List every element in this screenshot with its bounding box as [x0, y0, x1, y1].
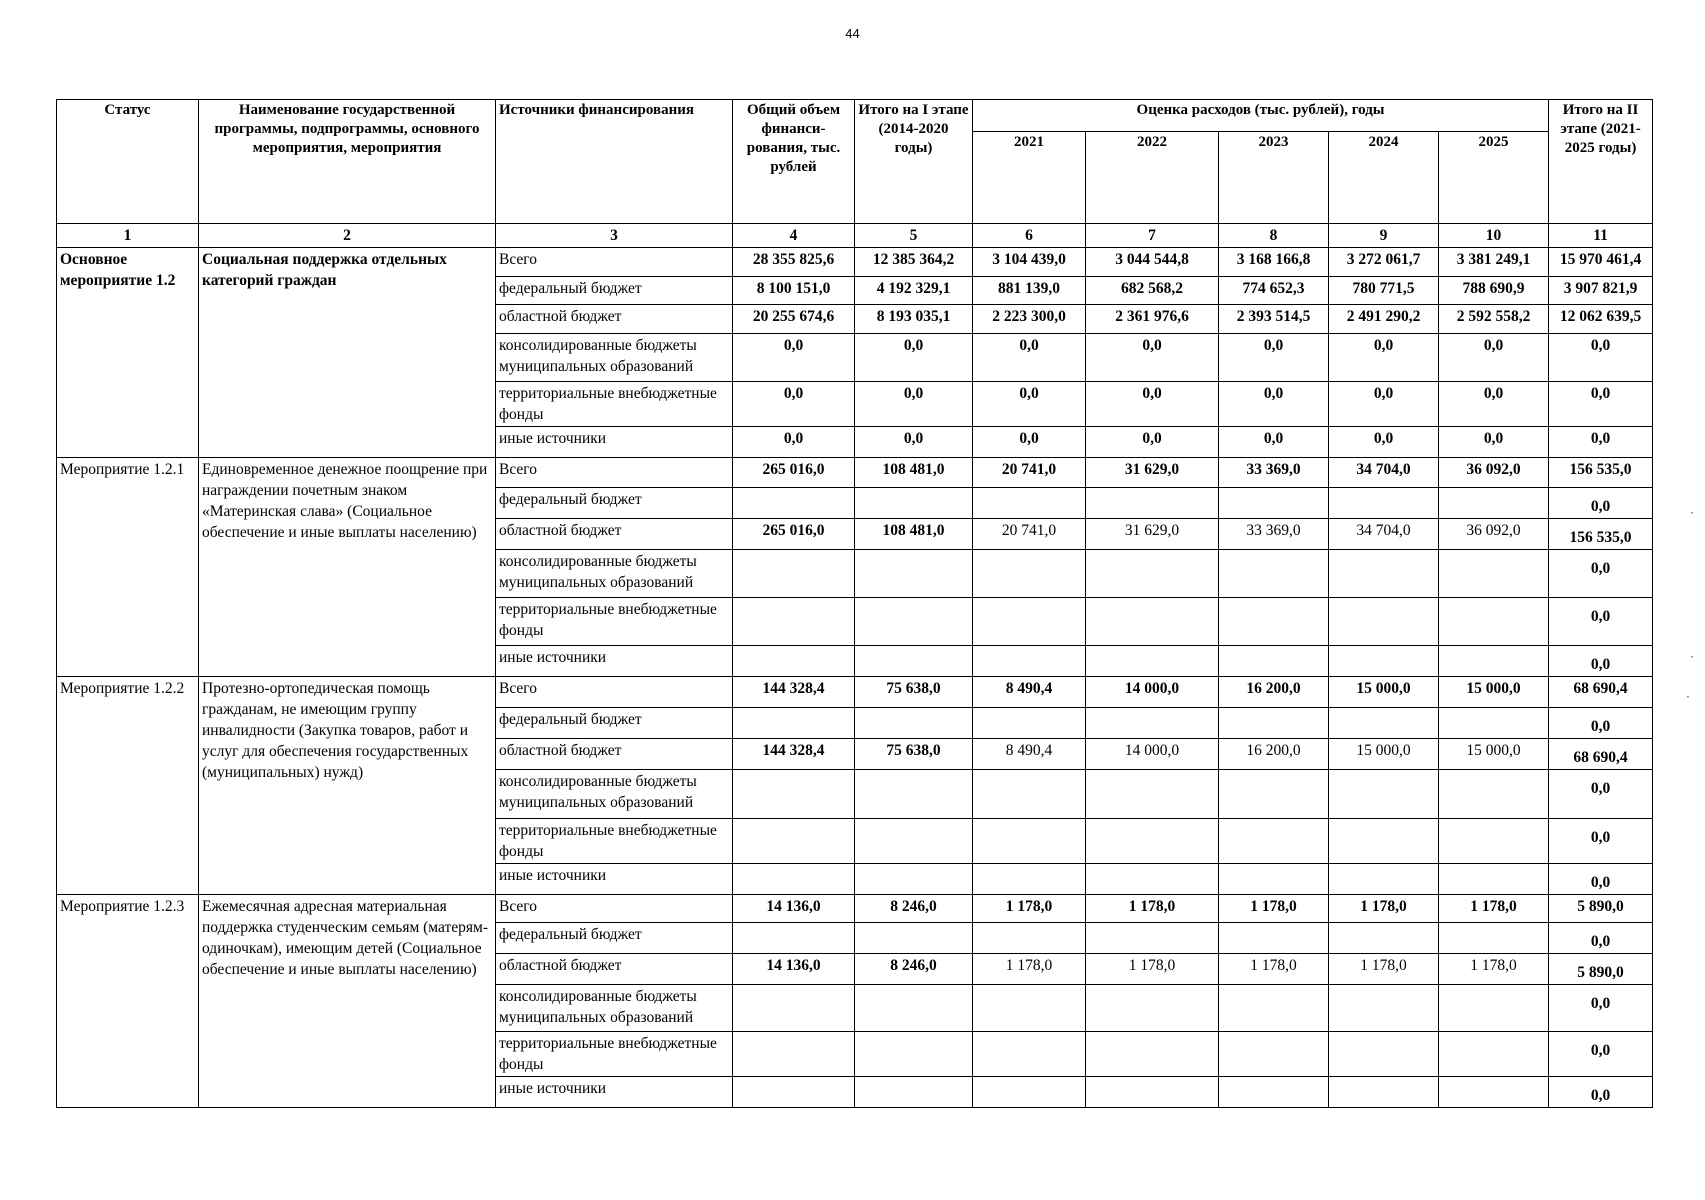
stage2-total-cell: 0,0 [1549, 1077, 1653, 1108]
amount-cell [1329, 488, 1439, 519]
amount-cell: 1 178,0 [1329, 954, 1439, 985]
stage2-total-cell: 5 890,0 [1549, 954, 1653, 985]
amount-cell [1086, 985, 1219, 1032]
amount-cell: 0,0 [973, 334, 1086, 382]
source-cell: Всего [496, 895, 733, 923]
amount-cell: 1 178,0 [1086, 954, 1219, 985]
source-cell: консолидированные бюджеты муниципальных образований [496, 334, 733, 382]
source-cell: Всего [496, 248, 733, 277]
activity-name-cell: Социальная поддержка отдельных категорий граждан [199, 248, 496, 458]
amount-cell: 1 178,0 [1439, 895, 1549, 923]
amount-cell: 881 139,0 [973, 277, 1086, 305]
amount-cell [855, 923, 973, 954]
amount-cell [1439, 864, 1549, 895]
amount-cell: 34 704,0 [1329, 519, 1439, 550]
amount-cell: 144 328,4 [733, 739, 855, 770]
amount-cell: 14 136,0 [733, 895, 855, 923]
amount-cell [1219, 1032, 1329, 1077]
amount-cell [733, 550, 855, 598]
stage2-total-cell: 0,0 [1549, 985, 1653, 1032]
amount-cell: 3 381 249,1 [1439, 248, 1549, 277]
amount-cell: 14 000,0 [1086, 677, 1219, 708]
amount-cell [855, 770, 973, 819]
column-number: 4 [733, 224, 855, 248]
amount-cell [973, 770, 1086, 819]
amount-cell [733, 923, 855, 954]
amount-cell [1439, 1077, 1549, 1108]
amount-cell: 3 272 061,7 [1329, 248, 1439, 277]
amount-cell: 1 178,0 [1219, 954, 1329, 985]
stage2-total-cell: 0,0 [1549, 646, 1653, 677]
amount-cell: 15 000,0 [1439, 677, 1549, 708]
amount-cell: 75 638,0 [855, 739, 973, 770]
stage2-total-cell: 156 535,0 [1549, 458, 1653, 488]
amount-cell [1086, 488, 1219, 519]
amount-cell: 3 044 544,8 [1086, 248, 1219, 277]
amount-cell [1219, 1077, 1329, 1108]
amount-cell [855, 1077, 973, 1108]
header-estimate: Оценка расходов (тыс. рублей), годы [973, 100, 1549, 132]
amount-cell: 16 200,0 [1219, 739, 1329, 770]
source-cell: федеральный бюджет [496, 923, 733, 954]
amount-cell [1439, 923, 1549, 954]
amount-cell: 33 369,0 [1219, 519, 1329, 550]
amount-cell: 8 246,0 [855, 895, 973, 923]
amount-cell: 15 000,0 [1439, 739, 1549, 770]
column-number: 2 [199, 224, 496, 248]
source-cell: иные источники [496, 864, 733, 895]
amount-cell [1086, 646, 1219, 677]
activity-name-cell: Протезно-ортопедическая помощь гражданам, не имеющим группу инвалидности (Закупка товаров, работ и услуг для обеспечения государственных (муниципальных) нужд) [199, 677, 496, 895]
amount-cell [733, 819, 855, 864]
table-row [57, 458, 1653, 488]
amount-cell [1439, 819, 1549, 864]
header-year: 2021 [973, 132, 1086, 224]
amount-cell [1329, 1032, 1439, 1077]
amount-cell [1219, 819, 1329, 864]
amount-cell: 682 568,2 [1086, 277, 1219, 305]
amount-cell [1086, 598, 1219, 646]
amount-cell [1439, 598, 1549, 646]
amount-cell: 0,0 [1086, 334, 1219, 382]
amount-cell [1439, 550, 1549, 598]
amount-cell [1329, 598, 1439, 646]
amount-cell: 108 481,0 [855, 519, 973, 550]
stage2-total-cell: 12 062 639,5 [1549, 305, 1653, 334]
amount-cell [733, 1032, 855, 1077]
amount-cell: 0,0 [733, 427, 855, 458]
amount-cell: 0,0 [1219, 334, 1329, 382]
amount-cell: 774 652,3 [1219, 277, 1329, 305]
stage2-total-cell: 0,0 [1549, 334, 1653, 382]
amount-cell: 1 178,0 [1219, 895, 1329, 923]
amount-cell: 1 178,0 [973, 954, 1086, 985]
header-stage1: Итого на I этапе (2014-2020 годы) [855, 100, 973, 224]
column-number: 11 [1549, 224, 1653, 248]
amount-cell: 36 092,0 [1439, 519, 1549, 550]
amount-cell [733, 770, 855, 819]
amount-cell [973, 598, 1086, 646]
amount-cell [855, 488, 973, 519]
amount-cell [1439, 1032, 1549, 1077]
amount-cell: 0,0 [973, 427, 1086, 458]
header-status: Статус [57, 100, 199, 224]
source-cell: территориальные внебюджетные фонды [496, 598, 733, 646]
amount-cell: 0,0 [1219, 427, 1329, 458]
amount-cell [973, 1032, 1086, 1077]
amount-cell [1086, 1077, 1219, 1108]
column-number: 3 [496, 224, 733, 248]
amount-cell: 3 104 439,0 [973, 248, 1086, 277]
amount-cell: 36 092,0 [1439, 458, 1549, 488]
amount-cell [973, 646, 1086, 677]
amount-cell [1329, 708, 1439, 739]
amount-cell [1439, 488, 1549, 519]
stage2-total-cell: 0,0 [1549, 1032, 1653, 1077]
stage2-total-cell: 0,0 [1549, 819, 1653, 864]
column-number: 8 [1219, 224, 1329, 248]
stage2-total-cell: 68 690,4 [1549, 677, 1653, 708]
amount-cell [1086, 1032, 1219, 1077]
amount-cell: 788 690,9 [1439, 277, 1549, 305]
amount-cell [1219, 550, 1329, 598]
column-number: 7 [1086, 224, 1219, 248]
amount-cell: 0,0 [855, 334, 973, 382]
stage2-total-cell: 156 535,0 [1549, 519, 1653, 550]
amount-cell [1329, 1077, 1439, 1108]
amount-cell [1439, 985, 1549, 1032]
amount-cell: 75 638,0 [855, 677, 973, 708]
amount-cell: 12 385 364,2 [855, 248, 973, 277]
amount-cell: 8 100 151,0 [733, 277, 855, 305]
amount-cell: 4 192 329,1 [855, 277, 973, 305]
amount-cell [855, 1032, 973, 1077]
header-sources: Источники финансирования [496, 100, 733, 224]
amount-cell: 8 490,4 [973, 677, 1086, 708]
amount-cell: 265 016,0 [733, 458, 855, 488]
amount-cell: 0,0 [733, 334, 855, 382]
amount-cell [1439, 770, 1549, 819]
amount-cell: 28 355 825,6 [733, 248, 855, 277]
amount-cell: 1 178,0 [1086, 895, 1219, 923]
amount-cell: 15 000,0 [1329, 677, 1439, 708]
source-cell: консолидированные бюджеты муниципальных образований [496, 550, 733, 598]
amount-cell [733, 708, 855, 739]
amount-cell [855, 550, 973, 598]
amount-cell: 8 246,0 [855, 954, 973, 985]
amount-cell [1219, 770, 1329, 819]
amount-cell: 33 369,0 [1219, 458, 1329, 488]
stage2-total-cell: 68 690,4 [1549, 739, 1653, 770]
amount-cell [1219, 646, 1329, 677]
column-number: 6 [973, 224, 1086, 248]
table-body [57, 248, 1653, 1108]
amount-cell [1219, 923, 1329, 954]
header-year: 2022 [1086, 132, 1219, 224]
amount-cell: 144 328,4 [733, 677, 855, 708]
amount-cell: 8 193 035,1 [855, 305, 973, 334]
amount-cell: 1 178,0 [1439, 954, 1549, 985]
amount-cell: 20 741,0 [973, 458, 1086, 488]
stage2-total-cell: 0,0 [1549, 427, 1653, 458]
amount-cell [733, 646, 855, 677]
source-cell: территориальные внебюджетные фонды [496, 819, 733, 864]
column-number: 10 [1439, 224, 1549, 248]
amount-cell: 2 223 300,0 [973, 305, 1086, 334]
amount-cell: 0,0 [1086, 382, 1219, 427]
table-row [57, 677, 1653, 708]
amount-cell [1439, 646, 1549, 677]
stage2-total-cell: 0,0 [1549, 382, 1653, 427]
amount-cell: 0,0 [855, 427, 973, 458]
amount-cell [973, 1077, 1086, 1108]
source-cell: консолидированные бюджеты муниципальных образований [496, 770, 733, 819]
amount-cell [973, 923, 1086, 954]
page-number: 44 [845, 26, 860, 41]
stage2-total-cell: 3 907 821,9 [1549, 277, 1653, 305]
amount-cell [1086, 708, 1219, 739]
amount-cell: 0,0 [855, 382, 973, 427]
amount-cell: 20 255 674,6 [733, 305, 855, 334]
column-number-row [57, 224, 1653, 248]
amount-cell [973, 864, 1086, 895]
amount-cell [1086, 819, 1219, 864]
amount-cell [973, 550, 1086, 598]
amount-cell: 14 000,0 [1086, 739, 1219, 770]
amount-cell: 15 000,0 [1329, 739, 1439, 770]
amount-cell [1329, 923, 1439, 954]
amount-cell [1329, 985, 1439, 1032]
amount-cell: 0,0 [973, 382, 1086, 427]
status-cell: Мероприятие 1.2.2 [57, 677, 199, 895]
header-year: 2024 [1329, 132, 1439, 224]
stage2-total-cell: 0,0 [1549, 550, 1653, 598]
status-cell: Основное мероприятие 1.2 [57, 248, 199, 458]
amount-cell [1329, 770, 1439, 819]
amount-cell [1329, 646, 1439, 677]
amount-cell: 31 629,0 [1086, 519, 1219, 550]
amount-cell [855, 864, 973, 895]
status-cell: Мероприятие 1.2.3 [57, 895, 199, 1108]
amount-cell [855, 985, 973, 1032]
amount-cell: 20 741,0 [973, 519, 1086, 550]
stage2-total-cell: 15 970 461,4 [1549, 248, 1653, 277]
amount-cell: 2 491 290,2 [1329, 305, 1439, 334]
stage2-total-cell: 0,0 [1549, 708, 1653, 739]
source-cell: территориальные внебюджетные фонды [496, 1032, 733, 1077]
source-cell: Всего [496, 677, 733, 708]
stage2-total-cell: 0,0 [1549, 923, 1653, 954]
stage2-total-cell: 0,0 [1549, 770, 1653, 819]
amount-cell [855, 646, 973, 677]
amount-cell: 0,0 [1329, 382, 1439, 427]
amount-cell: 0,0 [1329, 334, 1439, 382]
amount-cell [973, 819, 1086, 864]
amount-cell [973, 708, 1086, 739]
amount-cell [1219, 708, 1329, 739]
scan-mark: · [1690, 506, 1694, 520]
amount-cell: 108 481,0 [855, 458, 973, 488]
scan-mark: · [1686, 690, 1690, 704]
amount-cell [1219, 985, 1329, 1032]
amount-cell [1086, 550, 1219, 598]
budget-table [56, 99, 1653, 1108]
column-number: 1 [57, 224, 199, 248]
amount-cell: 780 771,5 [1329, 277, 1439, 305]
amount-cell: 3 168 166,8 [1219, 248, 1329, 277]
amount-cell [733, 488, 855, 519]
amount-cell: 2 592 558,2 [1439, 305, 1549, 334]
source-cell: иные источники [496, 1077, 733, 1108]
amount-cell: 34 704,0 [1329, 458, 1439, 488]
source-cell: областной бюджет [496, 519, 733, 550]
source-cell: федеральный бюджет [496, 277, 733, 305]
amount-cell: 2 393 514,5 [1219, 305, 1329, 334]
amount-cell [1439, 708, 1549, 739]
amount-cell [855, 598, 973, 646]
amount-cell [733, 1077, 855, 1108]
amount-cell [973, 985, 1086, 1032]
amount-cell: 2 361 976,6 [1086, 305, 1219, 334]
amount-cell [1086, 864, 1219, 895]
amount-cell [1329, 864, 1439, 895]
amount-cell [855, 819, 973, 864]
amount-cell: 0,0 [1086, 427, 1219, 458]
source-cell: Всего [496, 458, 733, 488]
table-row [57, 895, 1653, 923]
source-cell: иные источники [496, 427, 733, 458]
amount-cell [1086, 923, 1219, 954]
source-cell: иные источники [496, 646, 733, 677]
activity-name-cell: Единовременное денежное поощрение при награждении почетным знаком «Материнская слава» (Социальное обеспечение и иные выплаты населению) [199, 458, 496, 677]
source-cell: федеральный бюджет [496, 488, 733, 519]
table-header [57, 100, 1653, 248]
amount-cell: 0,0 [1439, 334, 1549, 382]
amount-cell: 16 200,0 [1219, 677, 1329, 708]
amount-cell [1219, 488, 1329, 519]
scan-mark: · [1690, 650, 1694, 664]
stage2-total-cell: 0,0 [1549, 864, 1653, 895]
header-stage2: Итого на II этапе (2021-2025 годы) [1549, 100, 1653, 224]
source-cell: областной бюджет [496, 739, 733, 770]
amount-cell: 8 490,4 [973, 739, 1086, 770]
source-cell: территориальные внебюджетные фонды [496, 382, 733, 427]
amount-cell [973, 488, 1086, 519]
source-cell: консолидированные бюджеты муниципальных образований [496, 985, 733, 1032]
table-row [57, 248, 1653, 277]
column-number: 9 [1329, 224, 1439, 248]
amount-cell [1329, 550, 1439, 598]
amount-cell [733, 864, 855, 895]
header-name: Наименование государственной программы, подпрограммы, основного мероприятия, мероприятия [199, 100, 496, 224]
amount-cell [733, 598, 855, 646]
amount-cell: 14 136,0 [733, 954, 855, 985]
amount-cell: 265 016,0 [733, 519, 855, 550]
stage2-total-cell: 0,0 [1549, 598, 1653, 646]
column-number: 5 [855, 224, 973, 248]
amount-cell: 31 629,0 [1086, 458, 1219, 488]
stage2-total-cell: 5 890,0 [1549, 895, 1653, 923]
amount-cell: 0,0 [1439, 382, 1549, 427]
amount-cell [733, 985, 855, 1032]
amount-cell [1329, 819, 1439, 864]
amount-cell: 0,0 [1219, 382, 1329, 427]
activity-name-cell: Ежемесячная адресная материальная поддержка студенческим семьям (матерям-одиночкам), имеющим детей (Социальное обеспечение и иные выплаты населению) [199, 895, 496, 1108]
source-cell: областной бюджет [496, 954, 733, 985]
source-cell: областной бюджет [496, 305, 733, 334]
amount-cell [855, 708, 973, 739]
stage2-total-cell: 0,0 [1549, 488, 1653, 519]
amount-cell: 0,0 [733, 382, 855, 427]
amount-cell: 1 178,0 [1329, 895, 1439, 923]
amount-cell [1219, 864, 1329, 895]
status-cell: Мероприятие 1.2.1 [57, 458, 199, 677]
source-cell: федеральный бюджет [496, 708, 733, 739]
amount-cell: 0,0 [1329, 427, 1439, 458]
amount-cell [1219, 598, 1329, 646]
amount-cell [1086, 770, 1219, 819]
amount-cell: 0,0 [1439, 427, 1549, 458]
header-year: 2025 [1439, 132, 1549, 224]
header-total: Общий объем финанси-рования, тыс. рублей [733, 100, 855, 224]
header-year: 2023 [1219, 132, 1329, 224]
amount-cell: 1 178,0 [973, 895, 1086, 923]
